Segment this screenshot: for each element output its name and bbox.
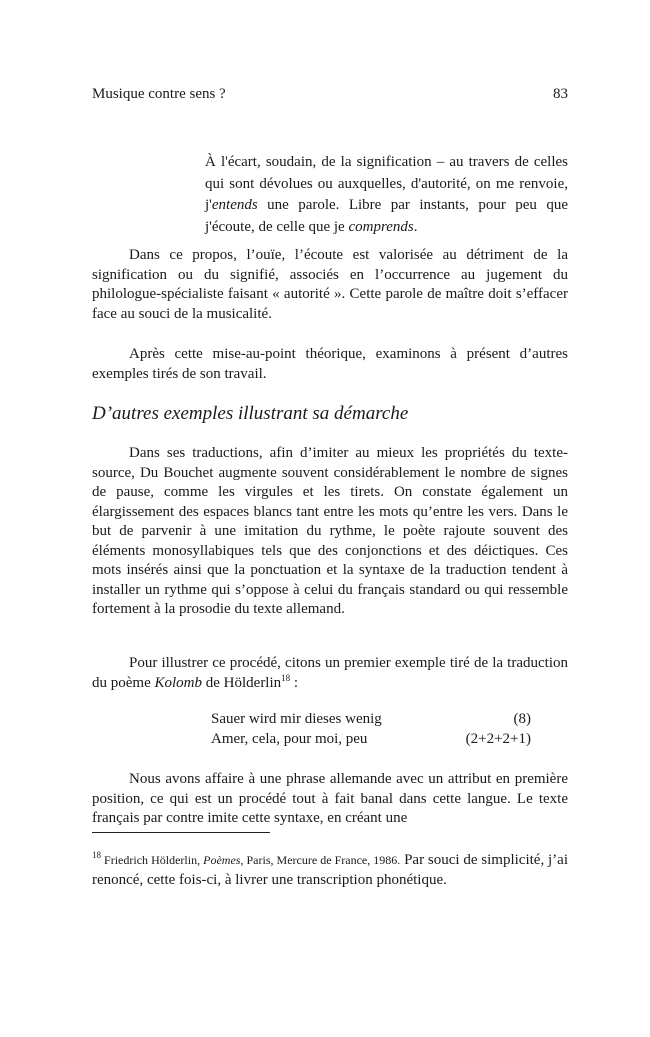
paragraph-2-text: Après cette mise-au-point théorique, examinons à présent d’autres exemples tirés de son travail.	[92, 346, 568, 382]
paragraph-1	[92, 246, 568, 324]
verse-line	[211, 710, 531, 730]
block-quote	[205, 152, 568, 238]
footnote-reference: 18	[281, 672, 291, 683]
footnote-note: Par souci de simplicité, j’ai renoncé, cette fois-ci, à livrer une transcription phonétique.	[92, 852, 568, 888]
paragraph-4-text	[92, 654, 568, 693]
footnote-publisher: , Paris, Mercure de France, 1986.	[240, 853, 401, 867]
page-number: 83	[553, 86, 568, 102]
paragraph-5	[92, 770, 568, 829]
footnote-author: Friedrich Hölderlin,	[101, 853, 204, 867]
verse-text: Amer, cela, pour moi, peu	[211, 730, 368, 747]
paragraph-4-part-2: de Hölderlin	[202, 674, 282, 691]
footnote	[92, 850, 568, 890]
quote-part-3: .	[413, 218, 418, 235]
paragraph-4-part-1: Pour illustrer ce procédé, citons un premier exemple tiré de la traduction du poème	[92, 655, 568, 691]
footnote-divider	[92, 832, 270, 833]
footnote-number: 18	[92, 850, 101, 860]
running-title: Musique contre sens ?	[92, 86, 226, 102]
verse-example	[211, 710, 531, 749]
verse-line	[211, 730, 531, 750]
paragraph-2	[92, 345, 568, 384]
paragraph-5-text: Nous avons affaire à une phrase allemande avec un attribut en première position, ce qui est un procédé tout à fait banal dans cette langue. Le texte français par contre imite cette syntaxe, en créant une	[92, 771, 568, 826]
footnote-book-title: Poèmes	[203, 853, 241, 867]
syllable-count: (2+2+2+1)	[465, 730, 531, 747]
quote-emphasis-2: comprends	[348, 218, 414, 235]
quote-text	[205, 152, 568, 238]
paragraph-3-text: Dans ses traductions, afin d’imiter au mieux les propriétés du texte-source, Du Bouchet augmente souvent considérablement le nombre de signes de pause, comme les virgules et les tirets. On constate également un élargissement des espaces blancs tant entre les mots qu’entre les vers. Dans le but de parvenir à une imitation du rythme, le poète rajoute souvent des éléments monosyllabiques tels que des conjonctions et des déictiques. Ces mots insérés ainsi que la ponctuation et la syntaxe de la traduction tendent à installer un rythme qui s’oppose à celui du français standard ou qui ressemble fortement à la prosodie du texte allemand.	[92, 445, 568, 617]
poem-title: Kolomb	[154, 674, 202, 691]
paragraph-1-text: Dans ce propos, l’ouïe, l’écoute est valorisée au détriment de la signification ou du signifié, associés en l’occurrence au jugement du philologue-spécialiste faisant « autorité ». Cette parole de maître doit s’effacer face au souci de la musicalité.	[92, 247, 568, 322]
quote-emphasis-1: entends	[211, 197, 258, 213]
quote-part-2: une parole. Libre par instants, pour peu que j'écoute, de celle que je	[205, 197, 568, 235]
running-header	[92, 86, 568, 103]
paragraph-4	[92, 654, 568, 693]
verse-text: Sauer wird mir dieses wenig	[211, 711, 382, 727]
section-heading: D’autres exemples illustrant sa démarche	[92, 403, 409, 424]
syllable-count: (8)	[513, 711, 531, 727]
quote-part-1: À l'écart, soudain, de la signification – au travers de celles qui sont dévolues ou auxquelles, d'autorité, on me renvoie, j'	[205, 154, 568, 213]
paragraph-3	[92, 444, 568, 620]
paragraph-4-part-3: :	[290, 674, 299, 691]
